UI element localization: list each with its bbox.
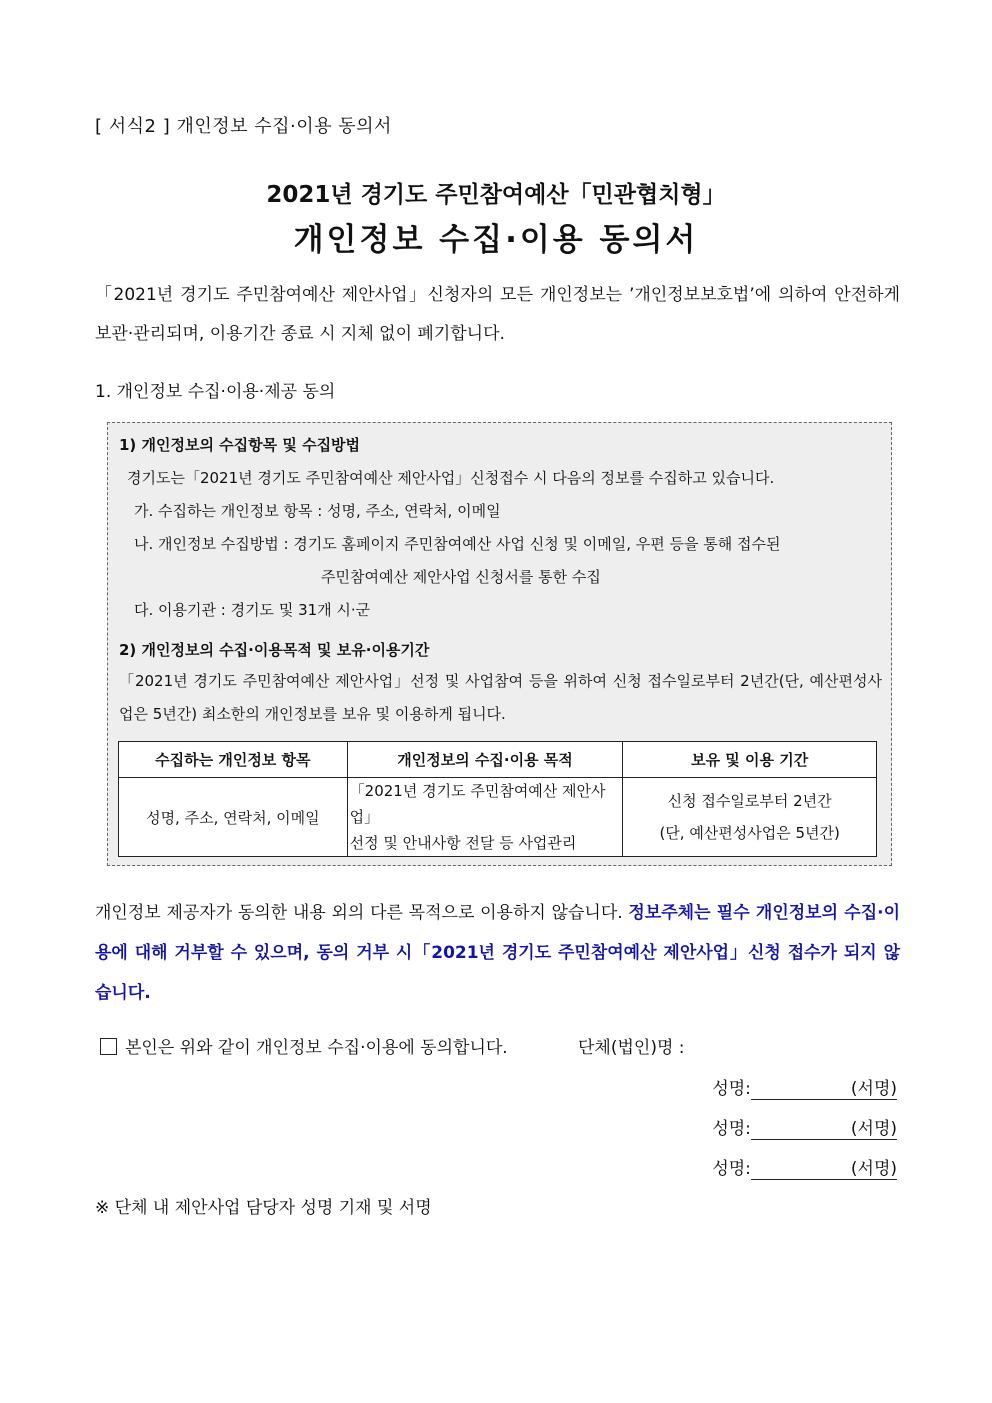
info-box: [107, 422, 892, 866]
form-label: [ 서식2 ] 개인정보 수집·이용 동의서: [95, 116, 392, 137]
organization-name-label: 단체(법인)명 :: [578, 1038, 685, 1058]
table-cell-period: [623, 778, 877, 857]
box-description-1: 경기도는「2021년 경기도 주민참여예산 제안사업」신청접수 시 다음의 정보를 수집하고 있습니다.: [127, 469, 775, 487]
section-1-title: 1. 개인정보 수집·이용·제공 동의: [95, 382, 336, 402]
table-cell-purpose: [347, 778, 623, 857]
table-cell-items: 성명, 주소, 연락처, 이메일: [119, 778, 348, 857]
period-line-2: (단, 예산편성사업은 5년간): [659, 824, 840, 842]
item-na-line-1: 나. 개인정보 수집방법 : 경기도 홈페이지 주민참여예산 사업 신청 및 이메일, 우편 등을 통해 접수된: [134, 535, 781, 553]
box-heading-1: 1) 개인정보의 수집항목 및 수집방법: [119, 436, 361, 454]
title-line-1: 2021년 경기도 주민참여예산「민관협치형」: [266, 182, 726, 208]
table-row: [119, 778, 877, 857]
signature-row: [712, 1154, 897, 1180]
period-line-1: 신청 접수일로부터 2년간: [667, 792, 832, 810]
signature-row: [712, 1114, 897, 1140]
item-ga: 가. 수집하는 개인정보 항목 : 성명, 주소, 연락처, 이메일: [134, 502, 501, 520]
purpose-line-2: 선정 및 안내사항 전달 등 사업관리: [349, 834, 577, 852]
signature-row: [712, 1074, 897, 1100]
box-heading-2: 2) 개인정보의 수집·이용목적 및 보유·이용기간: [119, 641, 430, 659]
signature-name-line[interactable]: [751, 1121, 851, 1140]
consent-label: 본인은 위와 같이 개인정보 수집·이용에 동의합니다.: [125, 1038, 508, 1058]
signature-name-label: 성명:: [712, 1159, 751, 1179]
consent-row: [100, 1033, 508, 1058]
signature-name-line[interactable]: [751, 1081, 851, 1100]
signature-name-line[interactable]: [751, 1161, 851, 1180]
table-header: 수집하는 개인정보 항목: [119, 742, 348, 778]
signature-sign-label: (서명): [850, 1119, 897, 1139]
signature-sign-label: (서명): [850, 1159, 897, 1179]
item-da: 다. 이용기관 : 경기도 및 31개 시·군: [134, 601, 371, 619]
info-table: [118, 741, 877, 857]
footnote: ※ 단체 내 제안사업 담당자 성명 기재 및 서명: [95, 1198, 432, 1218]
purpose-line-1: 「2021년 경기도 주민참여예산 제안사업」: [349, 782, 606, 826]
page-title: 개인정보 수집·이용 동의서: [293, 222, 699, 258]
consent-checkbox[interactable]: [100, 1038, 117, 1055]
notice-paragraph: [95, 893, 900, 1013]
signature-sign-label: (서명): [850, 1079, 897, 1099]
signature-name-label: 성명:: [712, 1119, 751, 1139]
notice-plain-text: 개인정보 제공자가 동의한 내용 외의 다른 목적으로 이용하지 않습니다.: [95, 903, 629, 923]
item-na-line-2: 주민참여예산 제안사업 신청서를 통한 수집: [321, 568, 601, 586]
signature-name-label: 성명:: [712, 1079, 751, 1099]
table-header: 보유 및 이용 기간: [623, 742, 877, 778]
notice-emphasis-text: 정보주체는 필수 개인정보의 수집·이용에 대해 거부할 수 있으며, 동의 거부 시「2021년 경기도 주민참여예산 제안사업」신청 접수가 되지 않습니다.: [95, 903, 900, 1003]
table-header-row: [119, 742, 877, 778]
table-header: 개인정보의 수집·이용 목적: [347, 742, 623, 778]
intro-paragraph: 「2021년 경기도 주민참여예산 제안사업」신청자의 모든 개인정보는 ’개인정보보호법’에 의하여 안전하게 보관·관리되며, 이용기간 종료 시 지체 없이 폐기합니다.: [95, 285, 900, 344]
box-description-2: 「2021년 경기도 주민참여예산 제안사업」선정 및 사업참여 등을 위하여 신청 접수일로부터 2년간(단, 예산편성사업은 5년간) 최소한의 개인정보를 보유 및 이용하게 됩니다.: [119, 672, 882, 723]
